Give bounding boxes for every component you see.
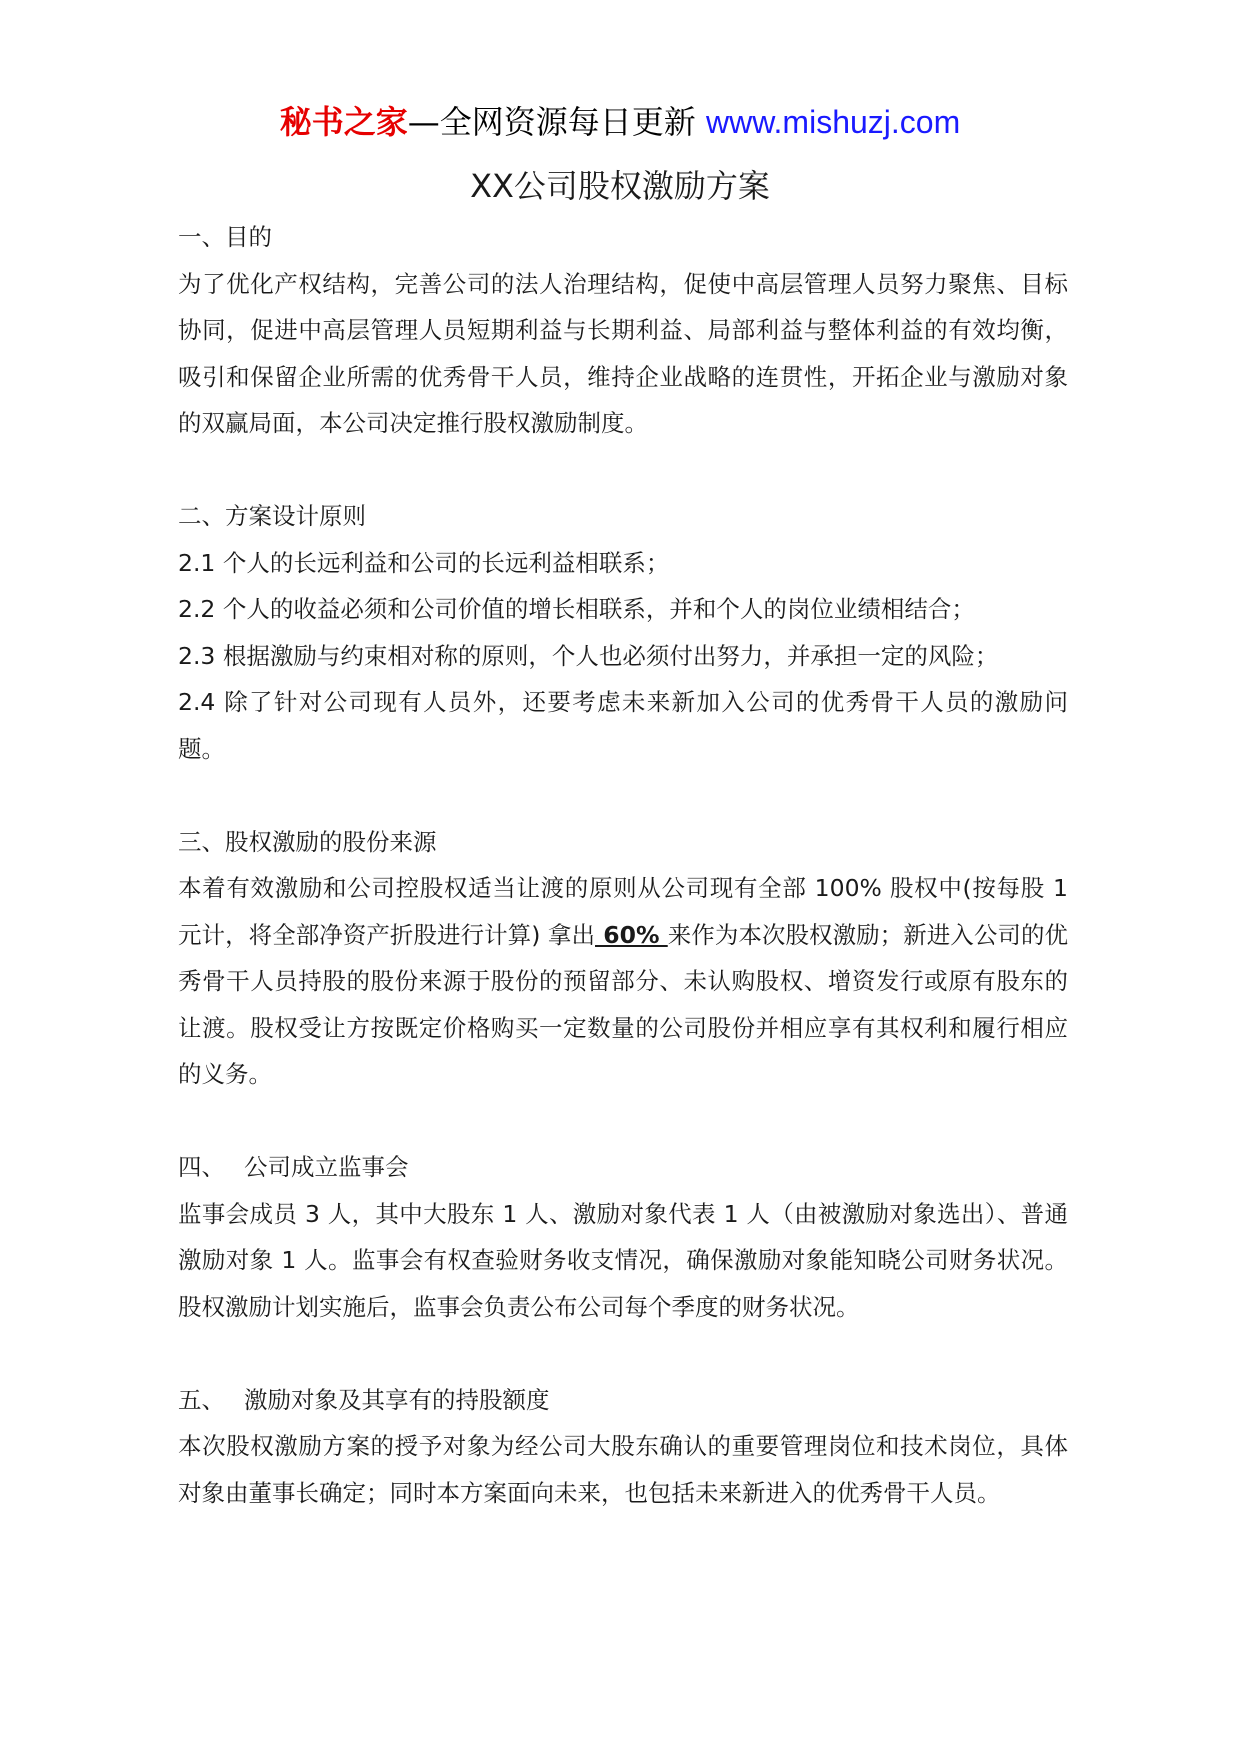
principle-item: 2.3 根据激励与约束相对称的原则，个人也必须付出努力，并承担一定的风险；: [178, 641, 999, 670]
brand-name: 秘书之家: [279, 103, 408, 141]
site-url-link[interactable]: www.mishuzj.com: [705, 104, 961, 140]
paragraph-spacer: [178, 772, 1068, 819]
section-body-share-source: [178, 865, 1068, 1098]
section-number: 四、: [178, 1153, 225, 1181]
share-source-text-before: 本着有效激励和公司控股权适当让渡的原则从公司现有全部 100% 股权中(按每股 1 元计，将全部净资产折股进行计算) 拿出: [178, 874, 1068, 949]
section-number: 五、: [178, 1385, 225, 1414]
paragraph-spacer: [178, 1098, 1068, 1145]
site-header: [0, 98, 1240, 146]
principle-item: 2.2 个人的收益必须和公司价值的增长相联系，并和个人的岗位业绩相结合；: [178, 595, 975, 623]
section-heading-text: 激励对象及其享有的持股额度: [244, 1385, 550, 1414]
section-heading-text: 公司成立监事会: [244, 1153, 409, 1181]
section-heading-purpose: 一、目的: [178, 223, 272, 251]
section-body-supervisory-board: 监事会成员 3 人，其中大股东 1 人、激励对象代表 1 人（由被激励对象选出）、普通激励对象 1 人。监事会有权查验财务收支情况，确保激励对象能知晓公司财务状况。股权激励计划实施后，监事会负责公布公司每个季度的财务状况。: [178, 1199, 1068, 1321]
section-body-incentive-targets: 本次股权激励方案的授予对象为经公司大股东确认的重要管理岗位和技术岗位，具体对象由董事长确定；同时本方案面向未来，也包括未来新进入的优秀骨干人员。: [178, 1432, 1068, 1507]
section-heading-share-source: 三、股权激励的股份来源: [178, 827, 437, 856]
section-heading-supervisory-board: [178, 1144, 1068, 1191]
share-percentage-highlight: 60%: [595, 920, 668, 949]
document-body: [178, 214, 1068, 1516]
section-heading-principles: 二、方案设计原则: [178, 502, 366, 530]
site-slogan: —全网资源每日更新: [407, 103, 706, 141]
paragraph-spacer: [178, 1330, 1068, 1377]
section-heading-incentive-targets: [178, 1377, 1068, 1424]
principle-item: 2.1 个人的长远利益和公司的长远利益相联系；: [178, 548, 670, 577]
share-source-text-after: 来作为本次股权激励；新进入公司的优秀骨干人员持股的股份来源于股份的预留部分、未认购股权、增资发行或原有股东的让渡。股权受让方按既定价格购买一定数量的公司股份并相应享有其权利和履行相应的义务。: [178, 920, 1069, 1088]
document-title: XX公司股权激励方案: [470, 167, 770, 205]
paragraph-spacer: [178, 447, 1068, 494]
principle-item: 2.4 除了针对公司现有人员外，还要考虑未来新加入公司的优秀骨干人员的激励问题。: [178, 688, 1068, 763]
section-body-purpose: 为了优化产权结构，完善公司的法人治理结构，促使中高层管理人员努力聚焦、目标协同，促进中高层管理人员短期利益与长期利益、局部利益与整体利益的有效均衡，吸引和保留企业所需的优秀骨干人员，维持企业战略的连贯性，开拓企业与激励对象的双赢局面，本公司决定推行股权激励制度。: [178, 269, 1068, 437]
